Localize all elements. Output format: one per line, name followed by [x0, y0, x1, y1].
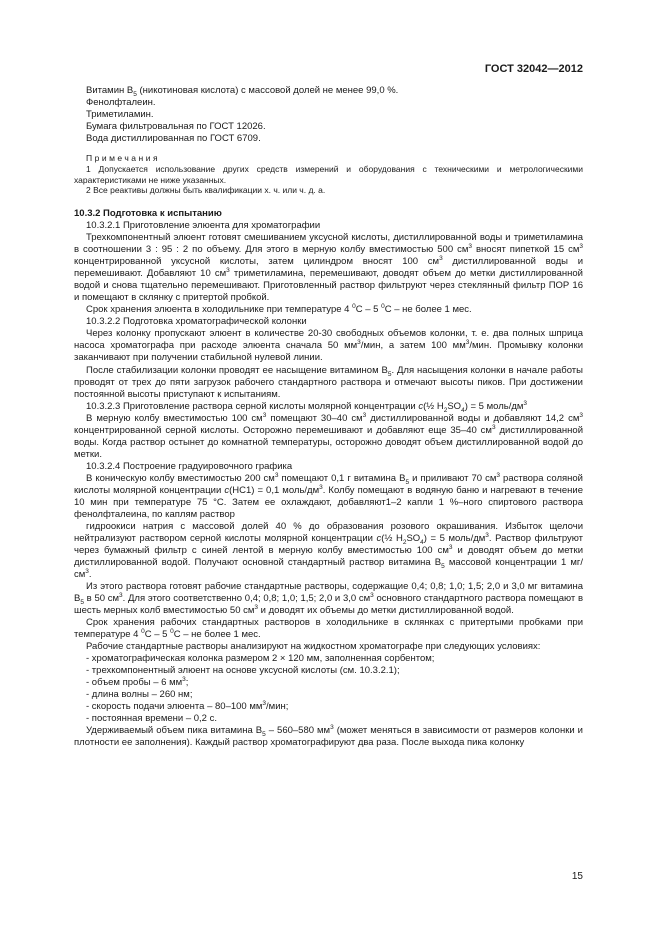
material-distilled-water: Вода дистиллированная по ГОСТ 6709.	[86, 133, 261, 144]
paragraph-retention-volume: Удерживаемый объем пика витамина $B_5 - 560-580$ $мм^3$ (может меняться в зависимости от размеров колонки и плотности ее заполнения). Каждый раствор хроматографируют два раза. После выхода пика колонку	[74, 723, 583, 748]
subsection-title-calibration: 10.3.2.4 Построение градуировочного графика	[86, 460, 293, 472]
paragraph-column-flush: Через колонку пропускают элюент в количестве 20-30 свободных объемов колонки, т. е. два полных шприца насоса хроматографа при расходе элюента сначала 50 $мм^3$/мин, а затем 100 $мм^3$/мин. Промывку колонки заканчивают при получении стабильной нулевой линии.	[74, 327, 583, 363]
subsection-title-column: 10.3.2.2 Подготовка хроматографической колонки	[86, 315, 307, 327]
paragraph-working-standards: Из этого раствора готовят рабочие стандартные растворы, содержащие 0,4; 0,8; 1,0; 1,5; 2,0 и 3,0 мг витамина $B_5$ в 50 $см^3$. Для этого соответственно 0,4; 0,8; 1,0; 1,5; 2,0 и 3,0 $см^3$ основного стандартного раствора помещают в шесть мерных колб вместимостью 50 $см^3$ и доводят их объемы до метки дистиллированной водой.	[74, 580, 584, 616]
paragraph-standards-storage: Срок хранения рабочих стандартных растворов в холодильнике в склянках с притертыми пробками при температуре 4 $^0$С – 5 $^0$С – не более 1 мес.	[74, 616, 583, 640]
paragraph-calibration-stock: В коническую колбу вместимостью 200 $см^3$ помещают 0,1 г витамина $B_5$ и приливают 70 $см^3$ раствора соляной кислоты молярной концентрации c(HC1) = 0,1 моль/$дм^3$. Колбу помещают в водяную баню и нагревают в течение 10 мин при температуре 75 °С. Затем ее охлаждают, добавляют1–2 капли 1 %–ного спиртового раствора фенолфталеина, по каплям раствор	[74, 471, 583, 520]
paragraph-eluent-prep: Трехкомпонентный элюент готовят смешиванием уксусной кислоты, дистиллированной воды и триметиламина в соотношении 3 : 95 : 2 по объему. Для этого в мерную колбу вместимостью 500 $см^3$ вносят пипеткой 15 $см^3$ концентрированной уксусной кислоты, затем цилиндром вносят 100 $см^3$ дистиллированной воды и перемешивают. Добавляют 10 $см^3$ триметиламина, перемешивают, доводят объем до метки дистиллированной водой и снова тщательно перемешивают. Приготовленный раствор фильтруют через стеклянный фильтр ПОР 16 и помещают в склянку с притертой пробкой.	[74, 231, 584, 303]
note-1: 1 Допускается использование других средств измерений и оборудования с техническими и метрологическими характеристиками не ниже указанных.	[74, 164, 583, 185]
condition-time-constant: - постоянная времени – 0,2 с.	[86, 712, 217, 724]
material-filter-paper: Бумага фильтровальная по ГОСТ 12026.	[86, 121, 266, 132]
paragraph-calibration-neutralize: гидроокиси натрия с массовой долей 40 % до образования розового окрашивания. Избыток щелочи нейтрализуют раствором серной кислоты молярной концентрации c(½ $H_2SO_4) = 5$ моль/$дм^3$. Раствор фильтруют через бумажный фильтр с синей лентой в мерную колбу вместимостью 100 $см^3$ и доводят объем до метки дистиллированной водой. Получают основной стандартный раствор витамина $B_5$ массовой концентрации 1 $мг/см^3$.	[74, 520, 584, 580]
paragraph-column-saturation: После стабилизации колонки проводят ее насыщение витамином $B_5$. Для насыщения колонки в начале работы проводят от трех до пяти загрузок рабочего стандартного раствора и отмечают высоты пиков. При достижении постоянной высоты приступают к испытаниям.	[74, 364, 583, 400]
condition-column: - хроматографическая колонка размером 2 × 120 мм, заполненная сорбентом;	[86, 652, 435, 664]
page-number: 15	[571, 871, 583, 882]
condition-flow-rate: - скорость подачи элюента – 80–100 $мм^3$/мин;	[86, 699, 289, 712]
material-vitamin: Витамин $B_5$ (никотиновая кислота) с массовой долей не менее 99,0 %.	[86, 85, 399, 98]
section-title: 10.3.2 Подготовка к испытанию	[74, 207, 222, 219]
condition-wavelength: - длина волны – 260 нм;	[86, 688, 193, 700]
paragraph-acid-prep: В мерную колбу вместимостью 100 $см^3$ помещают 30–40 $см^3$ дистиллированной воды и добавляют 14,2 $см^3$ концентрированной серной кислоты. Осторожно перемешивают и добавляют еще 35–40 $см^3$ дистиллированной воды. Когда раствор остынет до комнатной температуры, осторожно доводят объем дистиллированной водой до метки.	[74, 411, 583, 460]
material-trimethylamine: Триметиламин.	[86, 109, 154, 120]
subsection-title-eluent: 10.3.2.1 Приготовление элюента для хроматографии	[86, 219, 321, 231]
material-phenolphthalein: Фенолфталеин.	[86, 97, 156, 108]
subsection-title-acid: 10.3.2.3 Приготовление раствора серной кислоты молярной концентрации c(½ $H_2SO_4) = 5$ моль/$дм^3$	[86, 399, 528, 414]
condition-sample-volume: - объем пробы – 6 $мм^3$;	[86, 675, 189, 688]
note-2: 2 Все реактивы должны быть квалификации х. ч. или ч. д. а.	[86, 185, 326, 195]
condition-eluent: - трехкомпонентный элюент на основе уксусной кислоты (см. 10.3.2.1);	[86, 664, 400, 676]
document-body	[74, 85, 583, 749]
paragraph-eluent-storage: Срок хранения элюента в холодильнике при температуре 4 $^0$С – 5 $^0$С – не более 1 мес.	[86, 302, 472, 315]
notes-title: Примечания	[86, 153, 161, 163]
document-code-header: ГОСТ 32042—2012	[484, 63, 583, 75]
paragraph-conditions-intro: Рабочие стандартные растворы анализируют на жидкостном хроматографе при следующих условиях:	[86, 640, 541, 652]
